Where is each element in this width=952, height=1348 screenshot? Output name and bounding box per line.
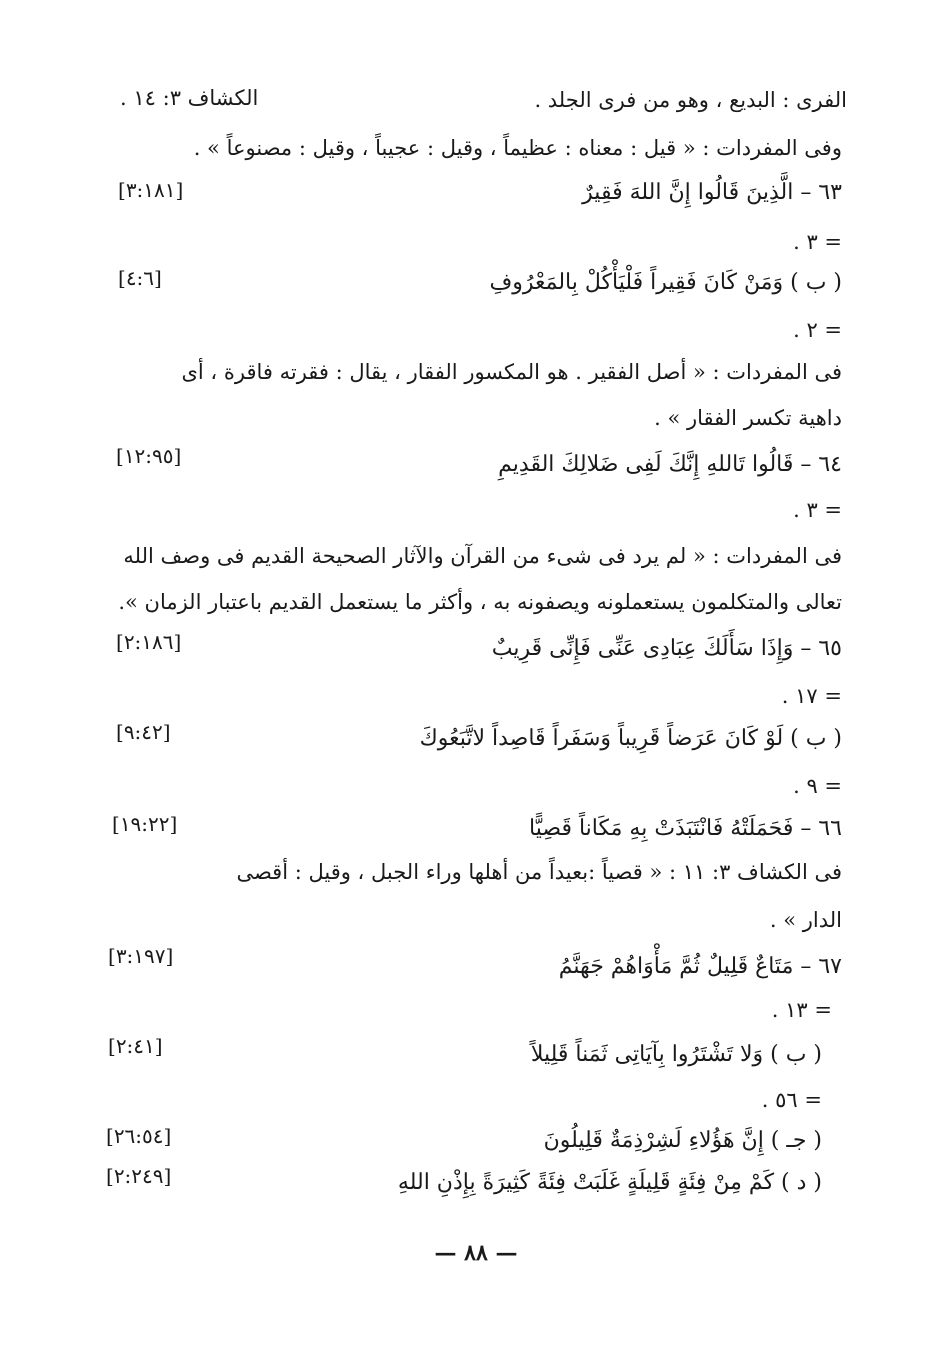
ref-67-b: [٢:٤١]	[108, 1034, 163, 1058]
ref-67-d: [٢:٢٤٩]	[106, 1164, 172, 1188]
entry-67-c: ( جـ ) إِنَّ هَؤُلاءِ لَشِرْذِمَةٌ قَلِيلُونَ	[543, 1128, 822, 1153]
entry-67-d: ( د ) كَمْ مِنْ فِئَةٍ قَلِيلَةٍ غَلَبَتْ فِئَةً كَثِيرَةً بِإِذْنِ اللهِ	[397, 1170, 822, 1195]
entry-63: ٦٣ – الَّذِينَ قَالُوا إِنَّ اللهَ فَقِيرٌ	[582, 180, 842, 205]
ref-65-b: [٩:٤٢]	[116, 720, 171, 744]
entry-65: ٦٥ – وَإِذَا سَأَلَكَ عِبَادِى عَنِّى فَإِنِّى قَرِيبٌ	[491, 636, 842, 661]
entry-67-b: ( ب ) وَلا تَشْتَرُوا بِآيَاتِى ثَمَناً قَلِيلاً	[530, 1042, 822, 1067]
text-line-fara: الفرى : البديع ، وهو من فرى الجلد .	[534, 88, 847, 112]
entry-63-b: ( ب ) وَمَنْ كَانَ فَقِيراً فَلْيَأْكُلْ بِالمَعْرُوفِ	[489, 270, 842, 295]
text-line-qadim-2: تعالى والمتكلمون يستعملونه ويصفونه به ، وأكثر ما يستعمل القديم باعتبار الزمان ».	[118, 590, 842, 614]
ref-65: [٢:١٨٦]	[116, 630, 182, 654]
count-67-b: = ٥٦ .	[761, 1088, 822, 1112]
text-line-qasiy-2: الدار » .	[769, 908, 842, 932]
entry-66: ٦٦ – فَحَمَلَتْهُ فَانْتَبَذَتْ بِهِ مَكَاناً قَصِيًّا	[529, 816, 842, 841]
count-64: = ٣ .	[793, 498, 842, 522]
kashshaf-citation: الكشاف ٣: ١٤ .	[120, 86, 259, 110]
page-number: — ٨٨ —	[434, 1240, 518, 1266]
ref-67: [٣:١٩٧]	[108, 944, 174, 968]
entry-64: ٦٤ – قَالُوا تَاللهِ إِنَّكَ لَفِى ضَلالِكَ القَدِيمِ	[498, 452, 842, 477]
text-line-faqir-2: داهية تكسر الفقار » .	[654, 406, 842, 430]
count-63-b: = ٢ .	[793, 318, 842, 342]
ref-63: [٣:١٨١]	[118, 178, 184, 202]
entry-67: ٦٧ – مَتَاعٌ قَلِيلٌ ثُمَّ مَأْوَاهُمْ جَهَنَّمُ	[558, 954, 842, 979]
text-line-faqir-1: فى المفردات : « أصل الفقير . هو المكسور الفقار ، يقال : فقرته فاقرة ، أى	[181, 360, 842, 384]
text-line-qasiy-1: فى الكشاف ٣: ١١ : « قصياً :بعيداً من أهلها وراء الجبل ، وقيل : أقصى	[236, 860, 842, 884]
ref-66: [١٩:٢٢]	[112, 812, 178, 836]
text-line-mufradat-1: وفى المفردات : « قيل : معناه : عظيماً ، وقيل : عجيباً ، وقيل : مصنوعاً » .	[193, 136, 842, 160]
count-67: = ١٣ .	[771, 998, 832, 1022]
count-63: = ٣ .	[793, 230, 842, 254]
ref-63-b: [٤:٦]	[118, 266, 162, 290]
entry-65-b: ( ب ) لَوْ كَانَ عَرَضاً قَرِيباً وَسَفَراً قَاصِداً لاتَّبَعُوكَ	[419, 726, 842, 751]
ref-67-c: [٢٦:٥٤]	[106, 1124, 172, 1148]
text-line-qadim-1: فى المفردات : « لم يرد فى شىء من القرآن والآثار الصحيحة القديم فى وصف الله	[123, 544, 842, 568]
count-65-b: = ٩ .	[793, 774, 842, 798]
ref-64: [١٢:٩٥]	[116, 444, 182, 468]
count-65: = ١٧ .	[781, 684, 842, 708]
